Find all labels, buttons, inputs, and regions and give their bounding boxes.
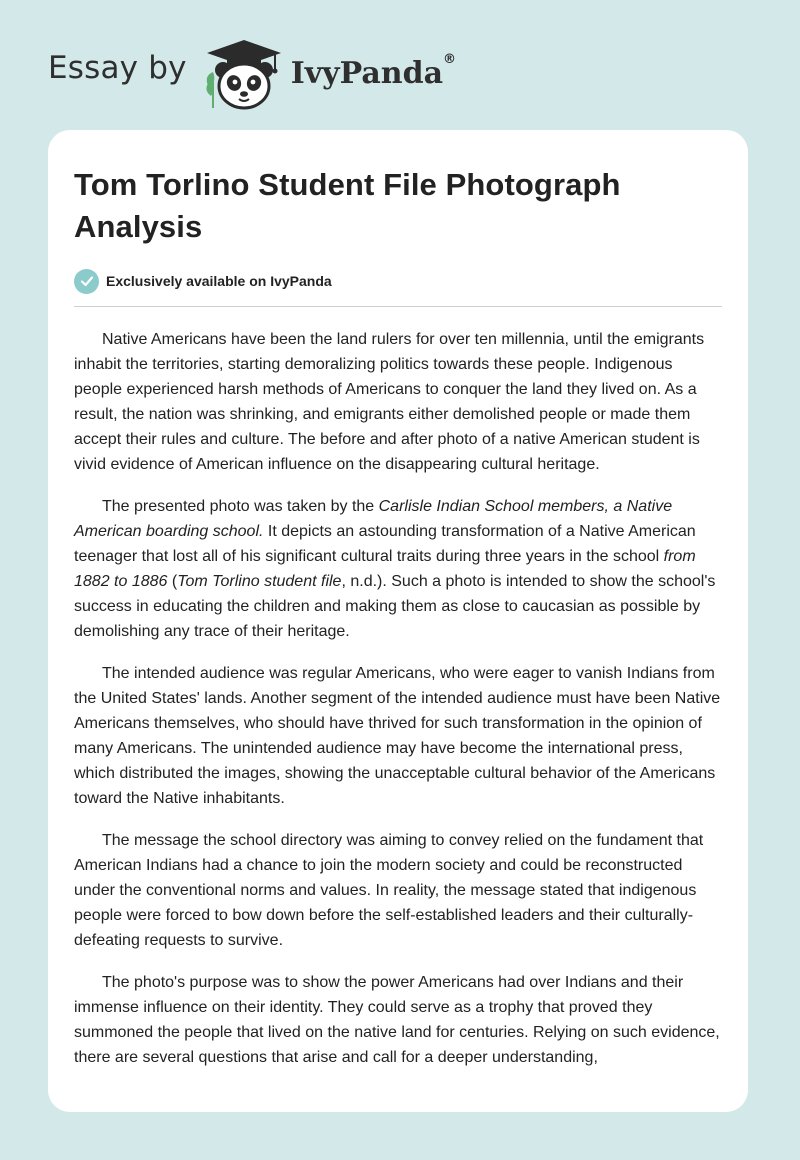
italic-text: Tom Torlino student file bbox=[177, 573, 342, 590]
text-run: The intended audience was regular Americans, who were eager to vanish Indians from the United States' lands. Another segment of the intended audience must have been Native Americans themselves, who should have thrived for such transformation in the opinion of many Americans. The unintended audience may have become the international press, which distributed the images, showing the unacceptable cultural behavior of the Americans toward the Native inhabitants. bbox=[74, 665, 721, 807]
text-run: The photo's purpose was to show the power Americans had over Indians and their immense influence on their identity. They could serve as a trophy that proved they summoned the people that lived on the native land for centuries. Relying on such evidence, there are several questions that arise and call for a deeper understanding, bbox=[74, 974, 720, 1066]
exclusive-badge-label: Exclusively available on IvyPanda bbox=[106, 273, 332, 289]
article-paragraph bbox=[74, 828, 722, 953]
exclusive-badge bbox=[74, 268, 722, 294]
article-paragraph bbox=[74, 327, 722, 477]
essay-by-label: Essay by bbox=[48, 50, 187, 86]
text-run: The presented photo was taken by the bbox=[102, 498, 379, 515]
registered-mark: ® bbox=[443, 51, 457, 67]
panda-logo-icon bbox=[201, 36, 287, 112]
article-card bbox=[48, 130, 748, 1112]
italic-text: from 1882 to 1886 bbox=[74, 548, 696, 590]
checkmark-circle-icon bbox=[74, 269, 99, 294]
text-run: It depicts an astounding transformation of a Native American teenager that lost all of his significant cultural traits during three years in the school bbox=[74, 523, 696, 565]
site-header bbox=[48, 34, 456, 114]
article-paragraph bbox=[74, 661, 722, 811]
article-title: Tom Torlino Student File Photograph Analysis bbox=[74, 167, 621, 244]
text-run: ( bbox=[167, 573, 178, 590]
article-paragraph bbox=[74, 494, 722, 644]
article-body bbox=[74, 327, 722, 1070]
divider bbox=[74, 306, 722, 307]
text-run: Native Americans have been the land rulers for over ten millennia, until the emigrants inhabit the territories, starting demoralizing politics towards these people. Indigenous people experienced harsh methods of Americans to conquer the land they lived on. As a result, the nation was shrinking, and emigrants either demolished people or made them accept their rules and culture. The before and after photo of a native American student is vivid evidence of American influence on the disappearing cultural heritage. bbox=[74, 331, 705, 473]
text-run: The message the school directory was aiming to convey relied on the fundament that American Indians had a chance to join the modern society and could be reconstructed under the conventional norms and values. In reality, the message stated that indigenous people were forced to bow down before the self-established leaders and their culturally-defeating requests to survive. bbox=[74, 832, 704, 949]
brand-label: IvyPanda bbox=[290, 55, 444, 91]
italic-text: Carlisle Indian School members, a Native American boarding school. bbox=[74, 498, 673, 540]
text-run: , n.d.). Such a photo is intended to show the school's success in educating the children and making them as close to caucasian as possible by demolishing any trace of their heritage. bbox=[74, 573, 716, 640]
article-paragraph bbox=[74, 970, 722, 1070]
brand-name bbox=[290, 51, 457, 91]
